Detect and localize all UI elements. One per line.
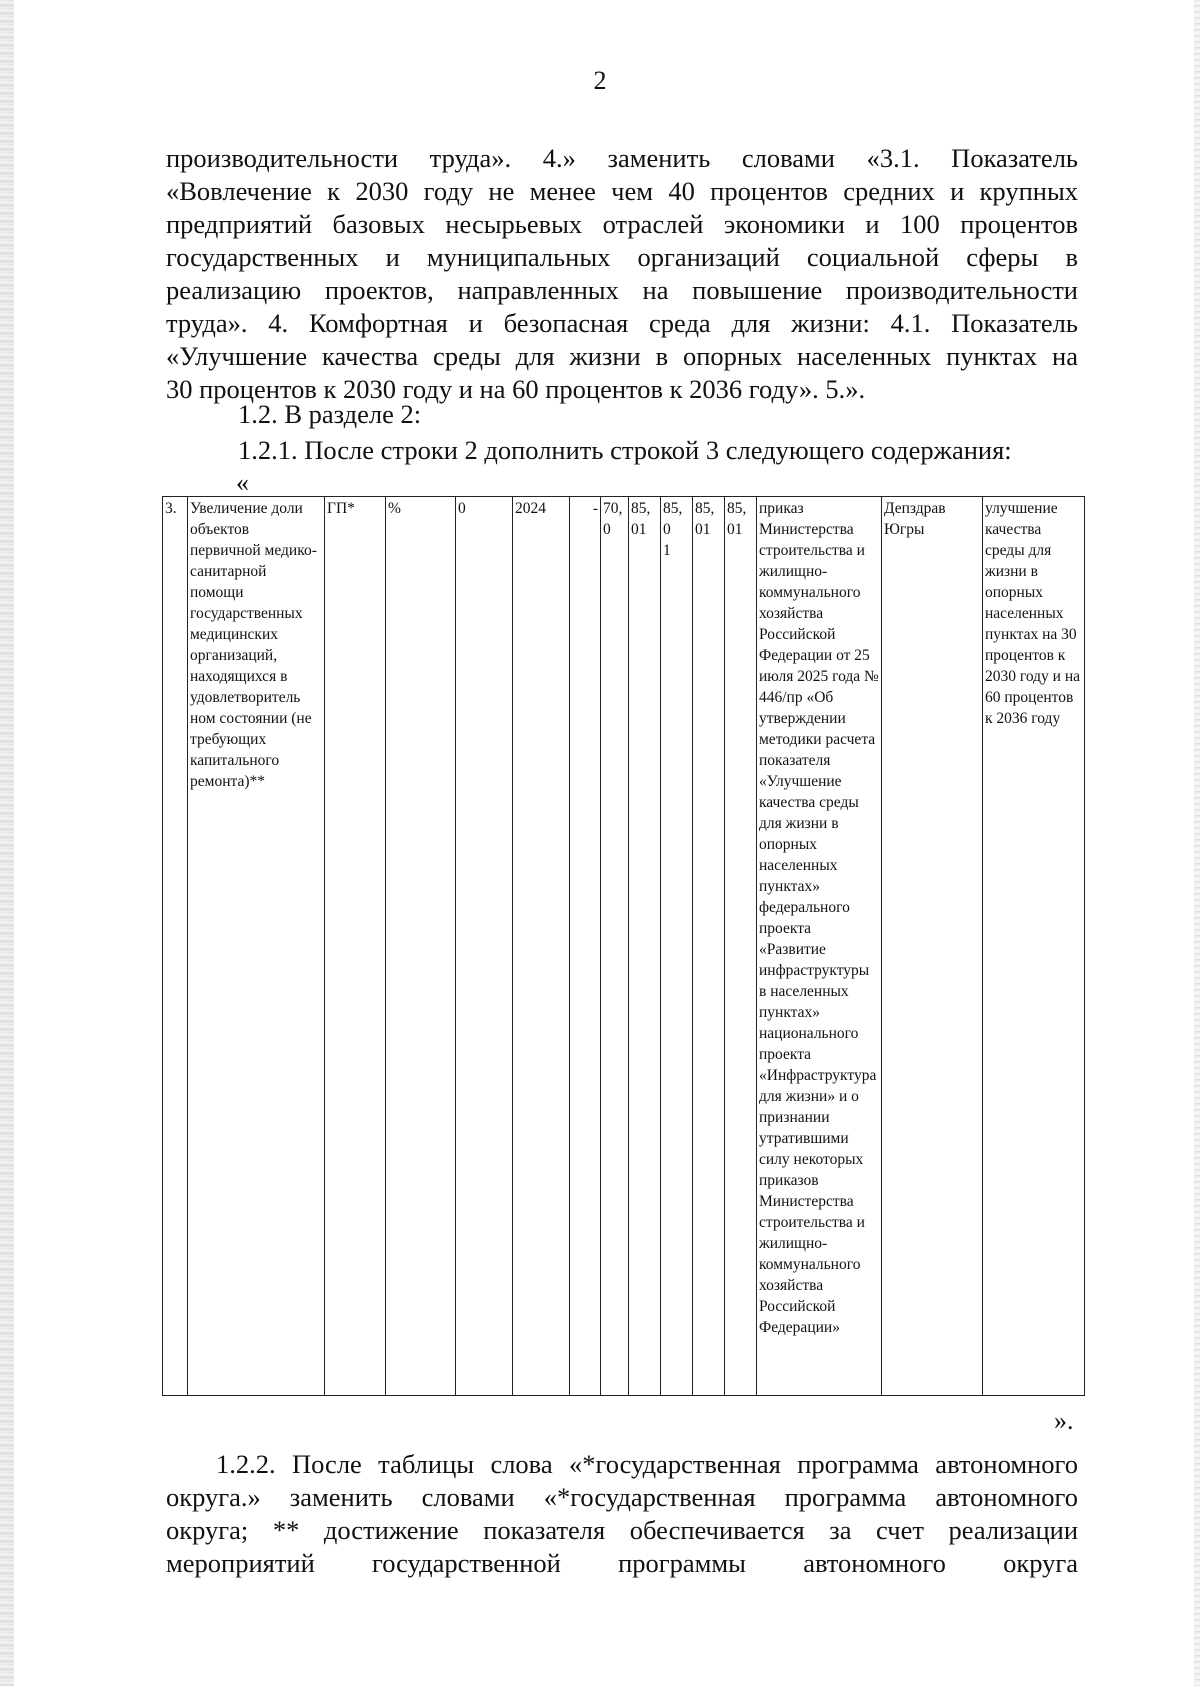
closing-line: мероприятий государственной программы автономного округа (166, 1548, 1078, 1578)
intro-line: «Улучшение качества среды для жизни в опорных населенных пунктах на (166, 341, 1078, 371)
intro-line: производительности труда». 4.» заменить словами «3.1. Показатель (166, 143, 1078, 173)
intro-paragraph (166, 142, 1078, 406)
cell-indicator: Увеличение доли объектов первичной медико-санитарной помощи государственных медицинских организаций, находящихся в удовлетворитель ном состоянии (не требующих капитального ремонта)** (188, 497, 325, 1396)
cell-value-5: 85, 01 (725, 497, 757, 1396)
cell-value-3: 85,0 1 (661, 497, 693, 1396)
cell-value-2: 85, 01 (629, 497, 661, 1396)
cell-goal: улучшение качества среды для жизни в опорных населенных пунктах на 30 процентов к 2030 году и на 60 процентов к 2036 году (983, 497, 1085, 1396)
cell-level: ГП* (325, 497, 386, 1396)
cell-unit: % (386, 497, 456, 1396)
cell-base-value: 0 (456, 497, 513, 1396)
intro-line: «Вовлечение к 2030 году не менее чем 40 процентов средних и крупных (166, 176, 1078, 206)
indicator-table (162, 496, 1085, 1396)
cell-responsible: Депздрав Югры (882, 497, 983, 1396)
scan-edge-left (0, 0, 14, 1686)
cell-value-1: 70, 0 (601, 497, 629, 1396)
table-close-quote: ». (1054, 1406, 1074, 1435)
intro-line: реализацию проектов, направленных на повышение производительности (166, 275, 1078, 305)
closing-line: округа; ** достижение показателя обеспечивается за счет реализации (166, 1515, 1078, 1545)
section-heading: 1.2. В разделе 2: (238, 399, 422, 429)
cell-base-year: 2024 (513, 497, 570, 1396)
intro-line: предприятий базовых несырьевых отраслей экономики и 100 процентов (166, 209, 1078, 239)
subsection-heading: 1.2.1. После строки 2 дополнить строкой 3 следующего содержания: (238, 435, 1012, 465)
cell-dash: - (570, 497, 601, 1396)
table-row (163, 497, 1085, 1396)
intro-line: труда». 4. Комфортная и безопасная среда для жизни: 4.1. Показатель (166, 308, 1078, 338)
closing-paragraph (166, 1448, 1078, 1580)
closing-line: 1.2.2. После таблицы слова «*государственная программа автономного (216, 1449, 1078, 1479)
cell-value-4: 85, 01 (693, 497, 725, 1396)
page-number: 2 (593, 66, 607, 95)
scan-edge-right (1194, 0, 1200, 1686)
intro-line: государственных и муниципальных организаций социальной сферы в (166, 242, 1078, 272)
table-open-quote: « (236, 468, 249, 497)
cell-document: приказ Министерства строительства и жилищно-коммунального хозяйства Российской Федерации от 25 июля 2025 года № 446/пр «Об утверждении методики расчета показателя «Улучшение качества среды для жизни в опорных населенных пунктах» федерального проекта «Развитие инфраструктуры в населенных пунктах» национального проекта «Инфраструктура для жизни» и о признании утратившими силу некоторых приказов Министерства строительства и жилищно-коммунального хозяйства Российской Федерации» (757, 497, 882, 1396)
intro-line: 30 процентов к 2030 году и на 60 процентов к 2036 году». 5.». (166, 374, 866, 404)
cell-row-number: 3. (163, 497, 188, 1396)
closing-line: округа.» заменить словами «*государственная программа автономного (166, 1482, 1078, 1512)
